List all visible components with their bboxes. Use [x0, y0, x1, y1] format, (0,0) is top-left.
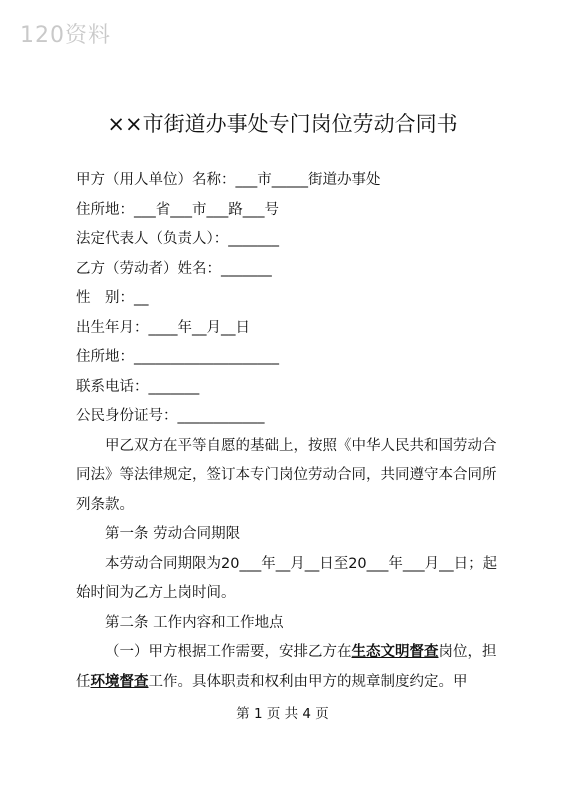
field-party-b-name: 乙方（劳动者）姓名：_______: [76, 260, 272, 277]
article-1-heading: 第一条 劳动合同期限: [105, 526, 241, 542]
document-body: [76, 166, 506, 697]
watermark: 120资料: [20, 23, 111, 48]
field-phone: 联系电话：_______: [76, 378, 200, 395]
duty-name: 环境督查: [90, 673, 149, 690]
article-2-heading: 第二条 工作内容和工作地点: [105, 614, 284, 631]
field-gender: 性 别：__: [76, 290, 149, 306]
field-address-a: 住所地：___省___市___路___号: [76, 201, 279, 218]
article-2-text-b: 岗位，担任: [76, 644, 497, 690]
field-address-b: 住所地：____________________: [76, 349, 279, 365]
page-footer: 第 1 页 共 4 页: [236, 706, 329, 722]
article-1-text: 本劳动合同期限为20___年__月__日至20___年___月__日；起始时间为乙方上岗时间。: [76, 555, 498, 601]
field-birth: 出生年月：____年__月__日: [76, 319, 250, 336]
preamble-paragraph: 甲乙双方在平等自愿的基础上，按照《中华人民共和国劳动合同法》等法律规定，签订本专门岗位劳动合同，共同遵守本合同所列条款。: [76, 437, 497, 513]
post-name: 生态文明督查: [351, 644, 439, 660]
field-id-number: 公民身份证号：____________: [76, 408, 265, 424]
field-legal-rep: 法定代表人（负责人）：_______: [76, 231, 279, 247]
document-title: ××市街道办事处专门岗位劳动合同书: [107, 112, 458, 136]
article-2-text-c: 工作。具体职责和权利由甲方的规章制度约定。甲: [148, 673, 468, 690]
article-2-paragraph-1: [76, 638, 506, 697]
article-2-text-a: （一）甲方根据工作需要，安排乙方在: [105, 644, 352, 660]
field-party-a: 甲方（用人单位）名称：___市_____街道办事处: [76, 172, 381, 188]
